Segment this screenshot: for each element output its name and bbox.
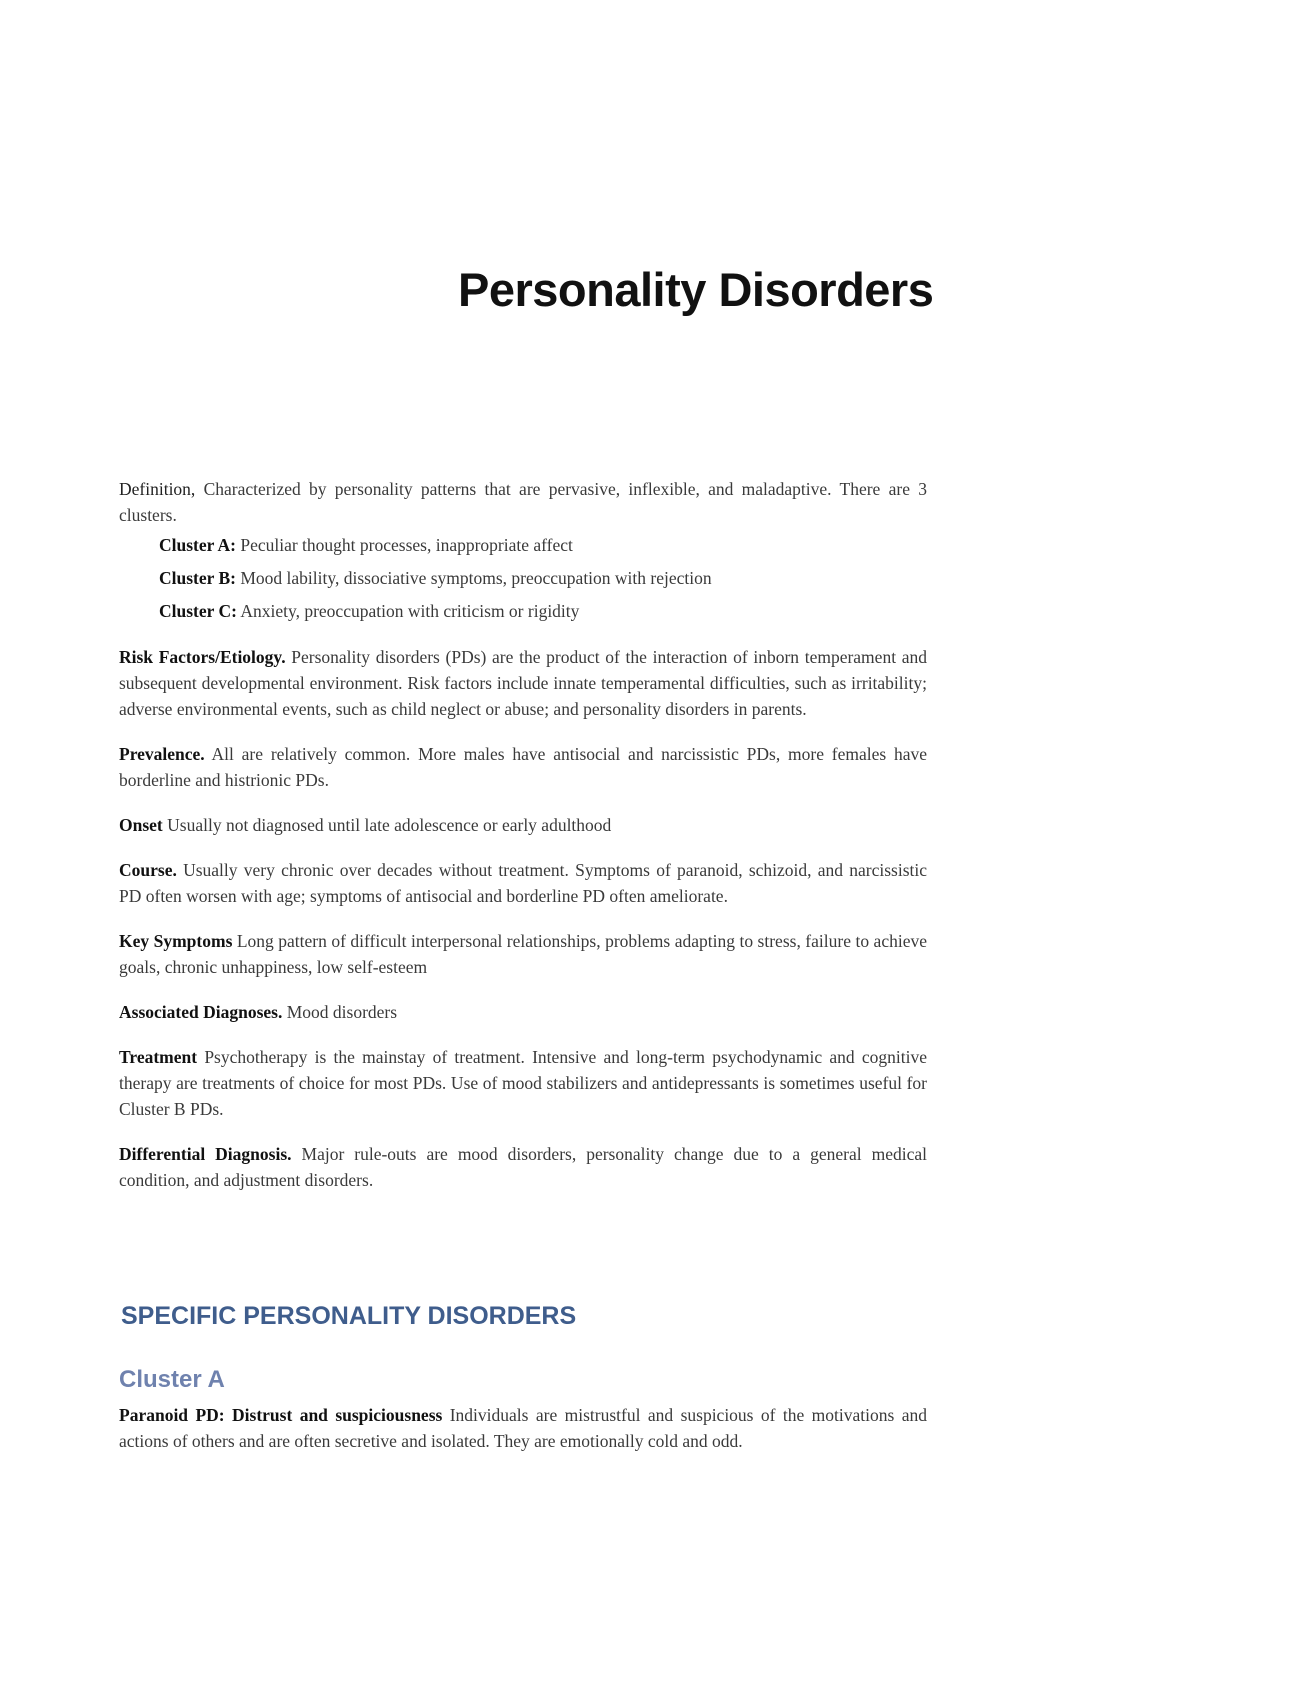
paragraph-text: Mood disorders [282, 1002, 398, 1022]
paragraph-text: Psychotherapy is the mainstay of treatment. Intensive and long-term psychodynamic and cognitive therapy are treatments of choice for most PDs. Use of mood stabilizers and antidepressants is sometimes useful for Cluster B PDs. [119, 1047, 927, 1119]
definition-label: Definition, [119, 479, 196, 499]
paragraph-label: Risk Factors/Etiology. [119, 647, 286, 667]
paragraph-label: Key Symptoms [119, 931, 233, 951]
cluster-list [159, 532, 927, 624]
paragraph-label: Prevalence. [119, 744, 205, 764]
paragraph-text: Major rule-outs are mood disorders, personality change due to a general medical condition, and adjustment disorders. [119, 1144, 927, 1190]
paragraph-text: Usually not diagnosed until late adolescence or early adulthood [162, 815, 612, 835]
course-paragraph [119, 857, 927, 909]
onset-paragraph [119, 812, 927, 838]
paragraph-label: Course. [119, 860, 177, 880]
cluster-label: Cluster B: [159, 568, 236, 588]
prevalence-paragraph [119, 741, 927, 793]
paragraph-text: Long pattern of difficult interpersonal relationships, problems adapting to stress, failure to achieve goals, chronic unhappiness, low self-esteem [119, 931, 927, 977]
page-title: Personality Disorders [458, 263, 934, 316]
definition-text: Characterized by personality patterns that are pervasive, inflexible, and maladaptive. There are 3 clusters. [119, 479, 927, 525]
section-heading: SPECIFIC PERSONALITY DISORDERS [121, 1302, 577, 1330]
risk-factors-paragraph [119, 644, 927, 722]
paragraph-label: Associated Diagnoses. [119, 1002, 283, 1022]
differential-diagnosis-paragraph [119, 1141, 927, 1193]
paragraph-label: Differential Diagnosis. [119, 1144, 292, 1164]
document-body [119, 476, 927, 1212]
paragraph-label: Paranoid PD: Distrust and suspiciousness [119, 1405, 443, 1425]
cluster-a-heading: Cluster A [119, 1366, 225, 1393]
cluster-text: Anxiety, preoccupation with criticism or rigidity [236, 601, 580, 621]
associated-diagnoses-paragraph [119, 999, 927, 1025]
cluster-text: Mood lability, dissociative symptoms, preoccupation with rejection [235, 568, 712, 588]
paragraph-text: Individuals are mistrustful and suspicious of the motivations and actions of others and are often secretive and isolated. They are emotionally cold and odd. [119, 1405, 927, 1451]
cluster-label: Cluster A: [159, 535, 236, 555]
paranoid-paragraph [119, 1402, 927, 1454]
cluster-label: Cluster C: [159, 601, 237, 621]
cluster-item [159, 565, 927, 591]
paragraph-label: Treatment [119, 1047, 198, 1067]
paragraph-text: Usually very chronic over decades without treatment. Symptoms of paranoid, schizoid, and narcissistic PD often worsen with age; symptoms of antisocial and borderline PD often ameliorate. [119, 860, 927, 906]
treatment-paragraph [119, 1044, 927, 1122]
definition-paragraph [119, 476, 927, 528]
paragraph-label: Onset [119, 815, 163, 835]
cluster-item [159, 598, 927, 624]
key-symptoms-paragraph [119, 928, 927, 980]
paragraph-text: Personality disorders (PDs) are the product of the interaction of inborn temperament and subsequent developmental environment. Risk factors include innate temperamental difficulties, such as irritability; adverse environmental events, such as child neglect or abuse; and personality disorders in parents. [119, 647, 927, 719]
cluster-text: Peculiar thought processes, inappropriate affect [235, 535, 573, 555]
paragraph-text: All are relatively common. More males have antisocial and narcissistic PDs, more females have borderline and histrionic PDs. [119, 744, 927, 790]
cluster-item [159, 532, 927, 558]
